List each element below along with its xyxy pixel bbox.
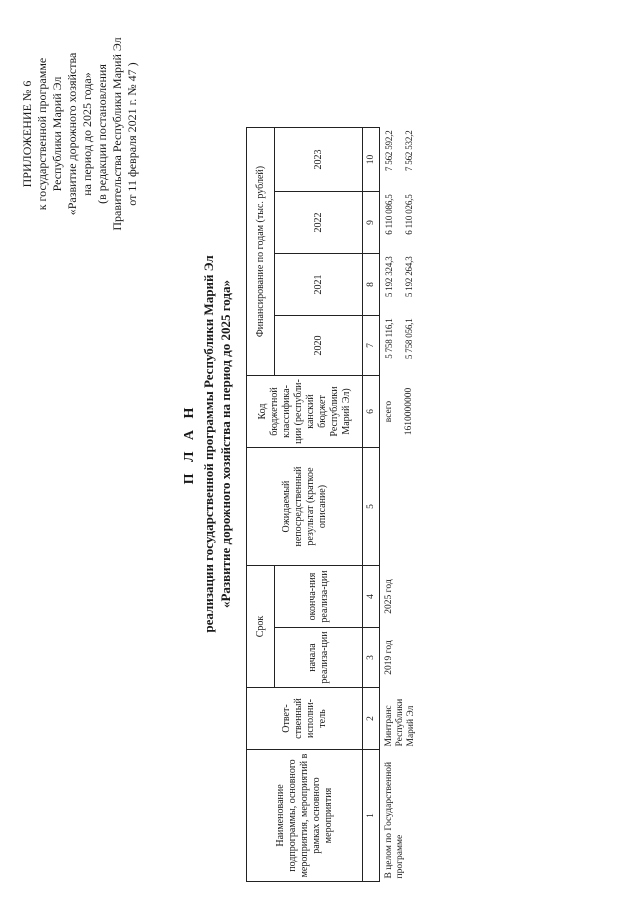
appendix-block — [20, 14, 140, 254]
appendix-line: Республики Марий Эл — [50, 76, 64, 192]
row-start: 2019 год — [384, 640, 394, 675]
column-number: 3 — [363, 628, 380, 688]
header-funding: Финансирование по годам (тыс. рублей) — [247, 128, 275, 376]
column-number-row — [363, 128, 380, 882]
appendix-line: ПРИЛОЖЕНИЕ № 6 — [20, 80, 34, 188]
column-number: 8 — [363, 254, 380, 316]
row-code: 1610000000 — [403, 387, 414, 436]
plan-table — [246, 127, 419, 882]
row-funding-2021: 5 192 264,3 — [403, 256, 414, 298]
header-name: Наименование подпрограммы, основного мероприятия, мероприятий в рамках основного мероприятия — [247, 750, 363, 882]
row-executor: Минтранс Республики Марий Эл — [384, 698, 416, 747]
header-executor: Ответ-ственный исполни-тель — [247, 688, 363, 750]
appendix-line: «Развитие дорожного хозяйства — [65, 52, 79, 216]
header-year-2023: 2023 — [275, 128, 363, 192]
column-number: 4 — [363, 566, 380, 628]
appendix-line: (в редакции постановления — [95, 64, 109, 204]
row-funding-2022: 6 110 086,5 — [384, 194, 394, 235]
table-row — [380, 128, 400, 882]
header-term-start: начала реализа-ции — [275, 628, 363, 688]
appendix-line: к государственной программе — [35, 57, 49, 211]
header-year-2020: 2020 — [275, 316, 363, 376]
row-funding-2021: 5 192 324,3 — [384, 256, 394, 298]
column-number: 2 — [363, 688, 380, 750]
row-end: 2025 год — [384, 579, 394, 614]
appendix-line: на период до 2025 года» — [80, 72, 94, 196]
header-year-2022: 2022 — [275, 192, 363, 254]
column-number: 5 — [363, 448, 380, 566]
header-term-end: оконча-ния реализа-ции — [275, 566, 363, 628]
row-funding-2023: 7 562 592,2 — [384, 130, 394, 172]
appendix-line: от 11 февраля 2021 г. № 47 ) — [125, 62, 139, 206]
column-number: 1 — [363, 750, 380, 882]
plan-subtitle-line1: реализации государственной программы Республики Марий Эл — [201, 255, 216, 633]
header-code: Код бюджетной классифика-ции (республи-канский бюджет Республики Марий Эл) — [247, 376, 363, 448]
row-funding-2020: 5 758 056,1 — [403, 318, 414, 360]
plan-heading: П Л А Н — [182, 403, 197, 485]
row-funding-2023: 7 562 532,2 — [403, 130, 414, 172]
plan-subtitle-line2: «Развитие дорожного хозяйства на период до 2025 года» — [218, 280, 233, 609]
row-funding-2022: 6 110 026,5 — [403, 194, 414, 235]
row-name: В целом по Государственной программе — [384, 761, 405, 879]
plan-title — [180, 164, 234, 724]
row-result — [380, 448, 420, 566]
row-funding-2020: 5 758 116,1 — [384, 318, 394, 359]
row-code: всего — [384, 400, 394, 423]
column-number: 9 — [363, 192, 380, 254]
column-number: 6 — [363, 376, 380, 448]
header-term: Срок — [247, 566, 275, 688]
column-number: 10 — [363, 128, 380, 192]
column-number: 7 — [363, 316, 380, 376]
header-result: Ожидаемый непосредственный результат (краткое описание) — [247, 448, 363, 566]
appendix-line: Правительства Республики Марий Эл — [110, 37, 124, 231]
header-year-2021: 2021 — [275, 254, 363, 316]
